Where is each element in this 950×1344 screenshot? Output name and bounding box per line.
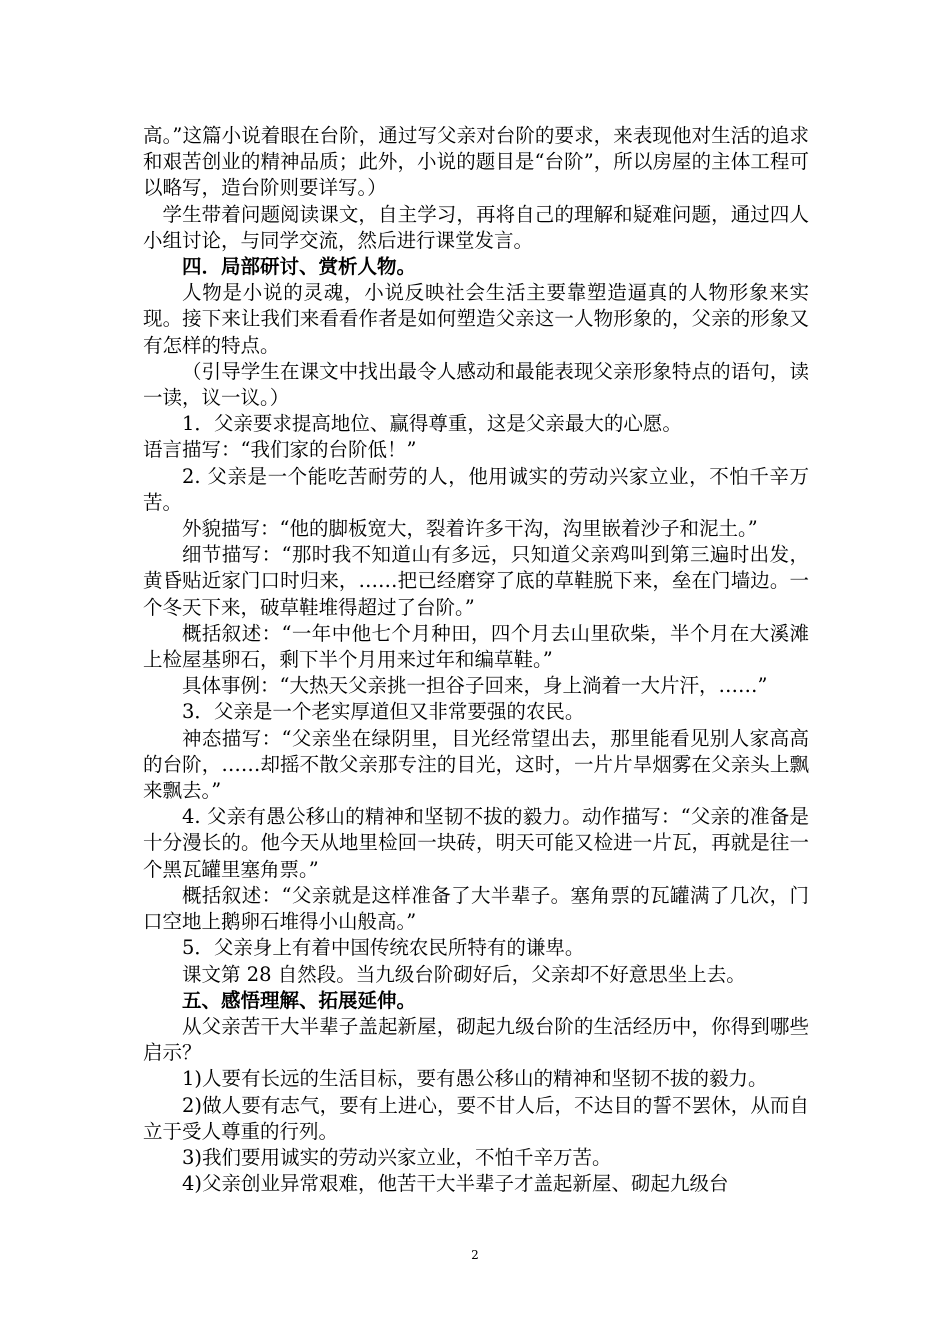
paragraph-16: 概括叙述：“父亲就是这样准备了大半辈子。塞角票的瓦罐满了几次，门口空地上鹅卵石堆得小山般高。” xyxy=(143,883,809,934)
paragraph-23: 3)我们要用诚实的劳动兴家立业，不怕千辛万苦。 xyxy=(182,1145,612,1169)
paragraph-4: 人物是小说的灵魂，小说反映社会生活主要靠塑造逼真的人物形象来实现。接下来让我们来看看作者是如何塑造父亲这一人物形象的，父亲的形象又有怎样的特点。 xyxy=(143,281,809,357)
paragraph-7: 语言描写：“我们家的台阶低！” xyxy=(143,438,417,462)
paragraph-17: 5．父亲身上有着中国传统农民所特有的谦卑。 xyxy=(182,936,585,960)
paragraph-12: 具体事例：“大热天父亲挑一担谷子回来，身上淌着一大片汗，……” xyxy=(182,674,768,698)
paragraph-6: 1．父亲要求提高地位、赢得尊重，这是父亲最大的心愿。 xyxy=(182,412,682,436)
paragraph-11: 概括叙述：“一年中他七个月种田，四个月去山里砍柴，半个月在大溪滩上检屋基卵石，剩下半个月用来过年和编草鞋。” xyxy=(143,621,809,672)
paragraph-21: 1)人要有长远的生活目标，要有愚公移山的精神和坚韧不拔的毅力。 xyxy=(182,1067,768,1091)
paragraph-18: 课文第 28 自然段。当九级台阶砌好后，父亲却不好意思坐上去。 xyxy=(182,962,746,986)
paragraph-9: 外貌描写：“他的脚板宽大，裂着许多干沟，沟里嵌着沙子和泥土。” xyxy=(182,517,758,541)
paragraph-20: 从父亲苦干大半辈子盖起新屋，砌起九级台阶的生活经历中，你得到哪些启示？ xyxy=(143,1014,809,1065)
section-heading-5: 五、感悟理解、拓展延伸。 xyxy=(182,988,417,1012)
paragraph-22: 2)做人要有志气，要有上进心，要不甘人后，不达目的誓不罢休，从而自立于受人尊重的行列。 xyxy=(143,1093,809,1143)
paragraph-15: 4. 父亲有愚公移山的精神和坚韧不拔的毅力。动作描写：“父亲的准备是十分漫长的。他今天从地里检回一块砖，明天可能又检进一片瓦，再就是往一个黑瓦罐里塞角票。” xyxy=(143,805,809,881)
paragraph-5: （引导学生在课文中找出最令人感动和最能表现父亲形象特点的语句，读一读，议一议。） xyxy=(143,359,809,410)
paragraph-1: 高。”这篇小说着眼在台阶，通过写父亲对台阶的要求，来表现他对生活的追求和艰苦创业的精神品质；此外，小说的题目是“台阶”，所以房屋的主体工程可以略写，造台阶则要详写。） xyxy=(143,124,809,200)
document-body xyxy=(143,123,809,1197)
paragraph-2: 学生带着问题阅读课文，自主学习，再将自己的理解和疑难问题，通过四人小组讨论，与同学交流，然后进行课堂发言。 xyxy=(143,202,809,252)
paragraph-14: 神态描写：“父亲坐在绿阴里，目光经常望出去，那里能看见别人家高高的台阶，……却摇不散父亲那专注的目光，这时，一片片旱烟雾在父亲头上飘来飘去。” xyxy=(143,726,809,803)
paragraph-13: 3．父亲是一个老实厚道但又非常要强的农民。 xyxy=(182,700,585,724)
section-heading-4: 四．局部研讨、赏析人物。 xyxy=(182,255,417,279)
paragraph-8: 2. 父亲是一个能吃苦耐劳的人，他用诚实的劳动兴家立业，不怕千辛万苦。 xyxy=(143,464,809,514)
paragraph-24: 4)父亲创业异常艰难，他苦干大半辈子才盖起新屋、砌起九级台 xyxy=(182,1172,729,1196)
paragraph-10: 细节描写：“那时我不知道山有多远，只知道父亲鸡叫到第三遍时出发，黄昏贴近家门口时归来，……把已经磨穿了底的草鞋脱下来，垒在门墙边。一个冬天下来，破草鞋堆得超过了台阶。” xyxy=(143,543,809,619)
page-number: 2 xyxy=(471,1248,479,1262)
